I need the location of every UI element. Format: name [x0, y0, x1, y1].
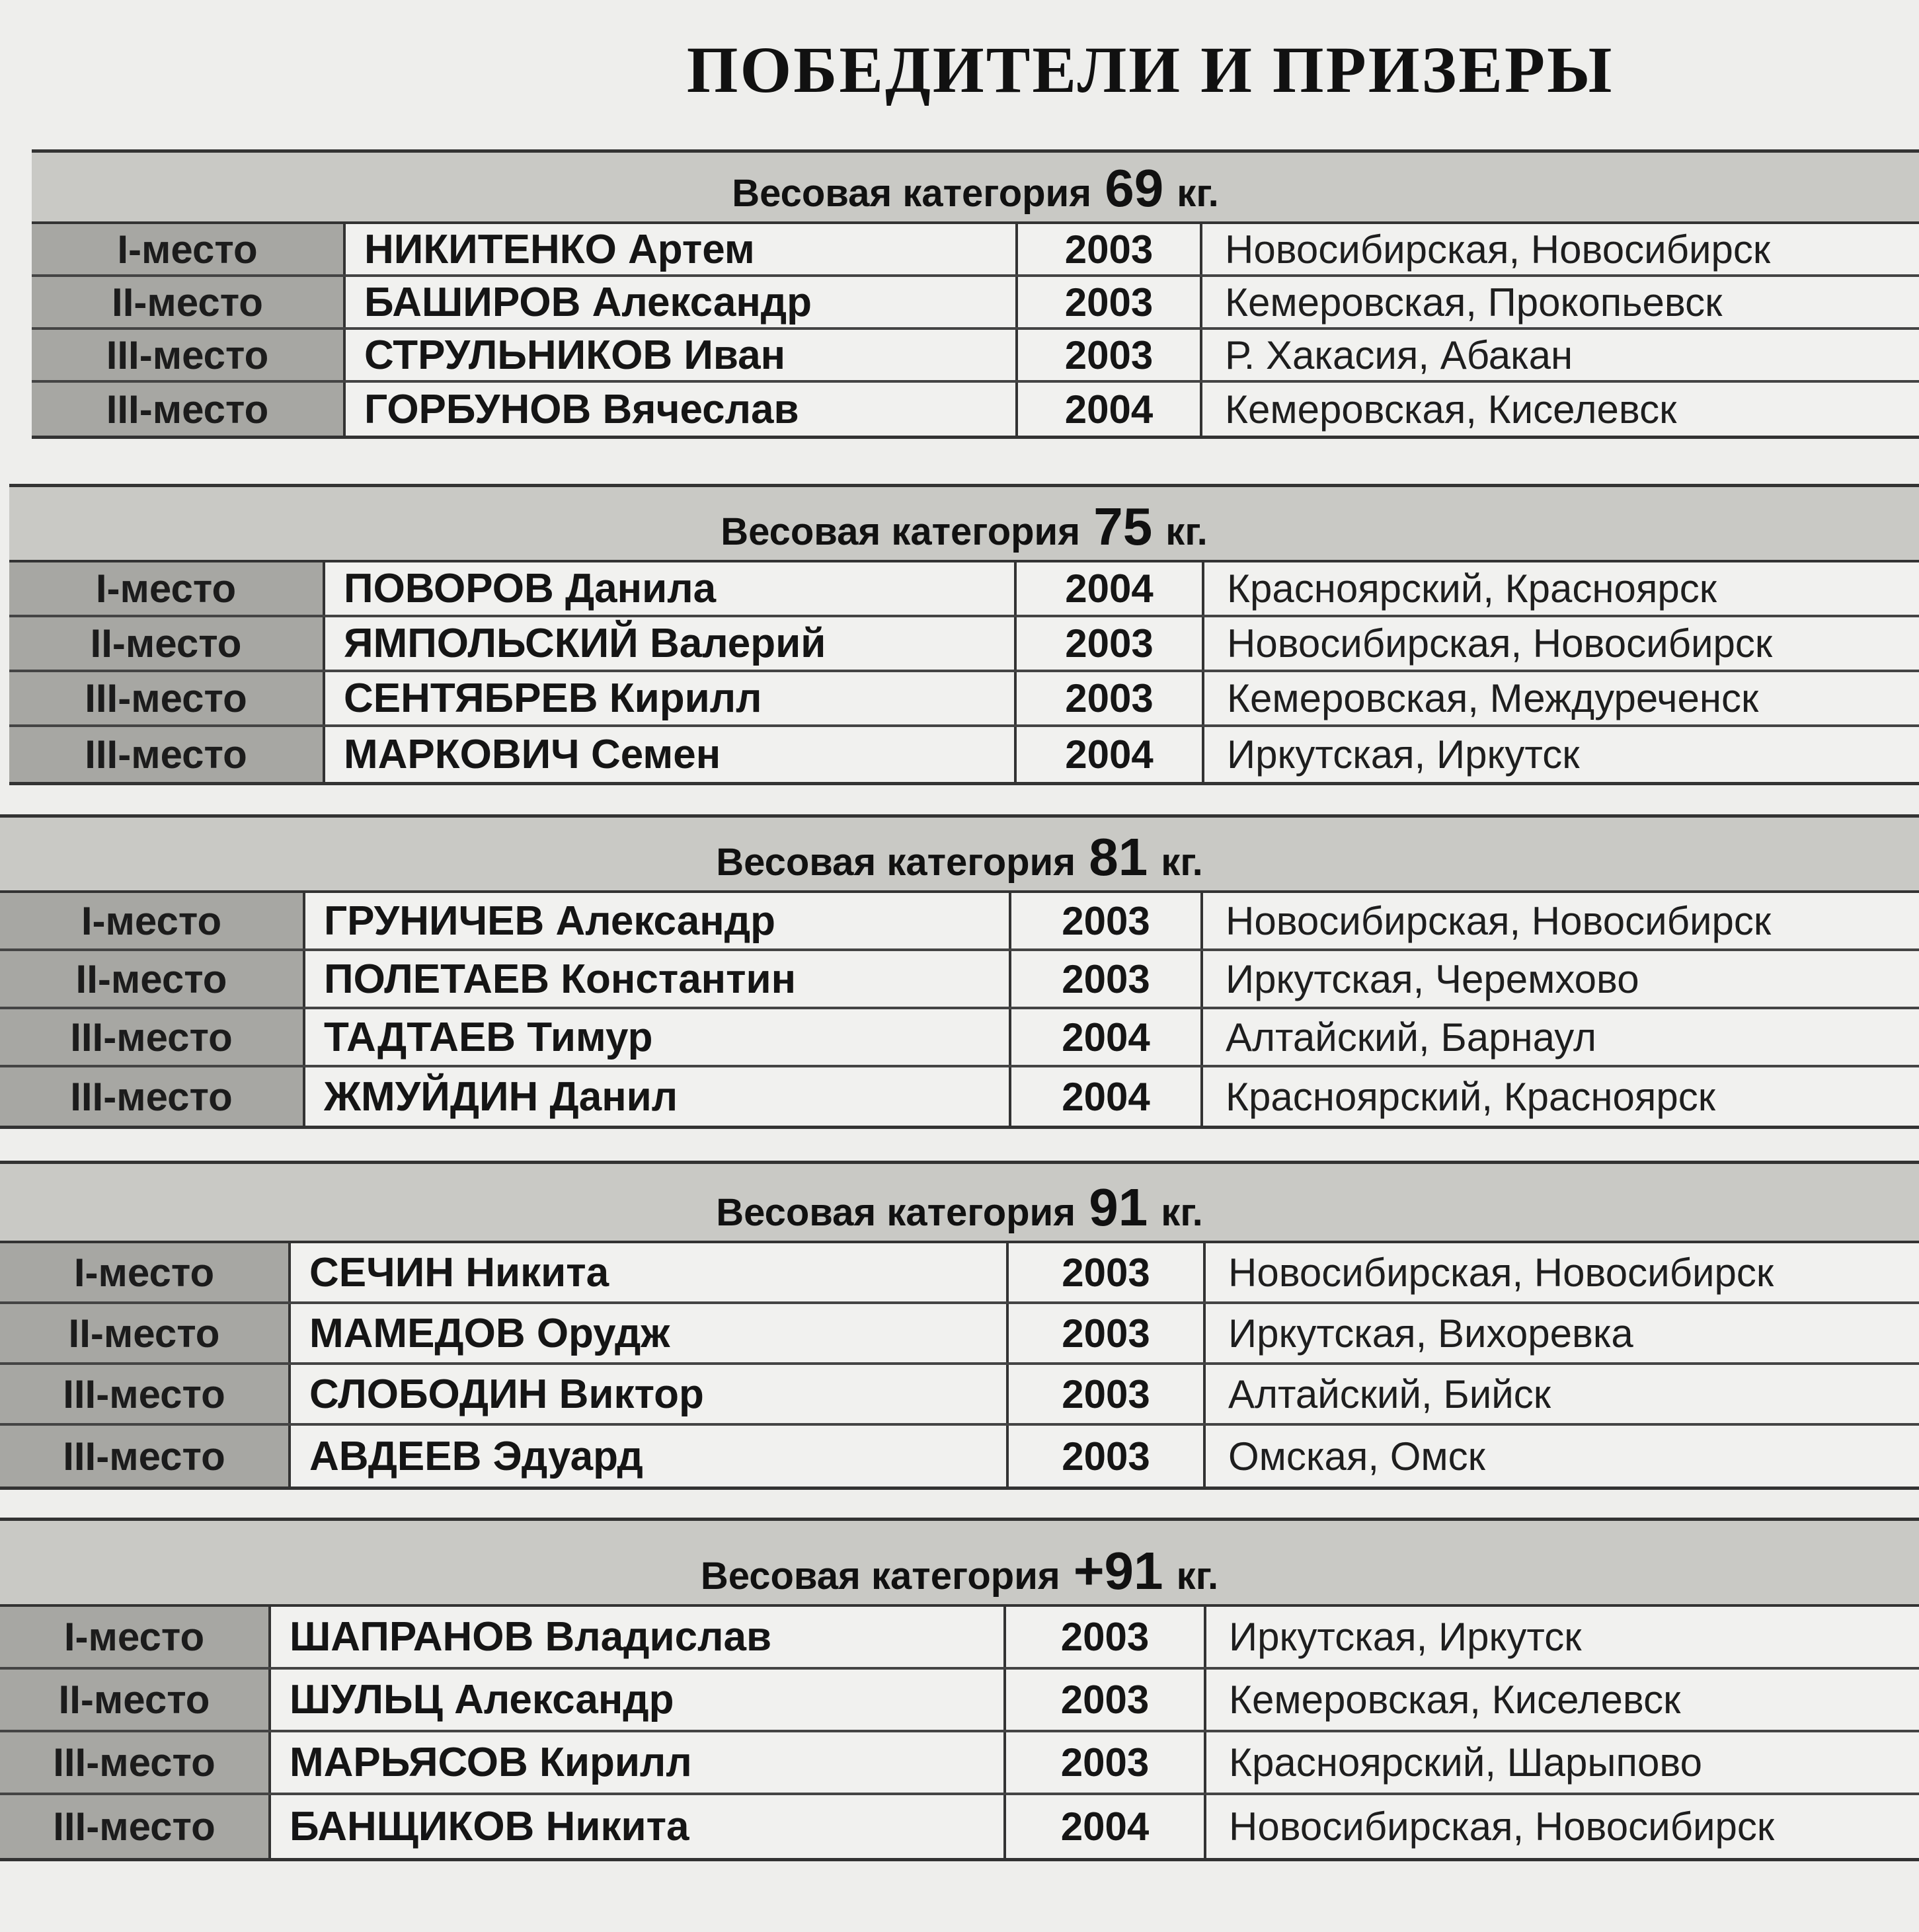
athlete-name: ШУЛЬЦ Александр [271, 1670, 1006, 1730]
place-cell: II-место [32, 277, 346, 327]
category-title [716, 1177, 1203, 1238]
athlete-name: ТАДТАЕВ Тимур [305, 1009, 1011, 1065]
page-title: ПОБЕДИТЕЛИ И ПРИЗЕРЫ [686, 33, 1614, 106]
place-cell: III-место [32, 383, 346, 436]
birth-year: 2003 [1011, 893, 1203, 948]
birth-year: 2003 [1009, 1304, 1206, 1362]
category-block-75 [9, 484, 1919, 785]
athlete-name: ПОВОРОВ Данила [325, 562, 1017, 615]
birth-year: 2003 [1017, 672, 1204, 724]
place-cell: II-место [9, 617, 325, 670]
birth-year: 2003 [1006, 1670, 1206, 1730]
category-label: Весовая категория [716, 1191, 1076, 1234]
birth-year: 2003 [1017, 617, 1204, 670]
place-cell: III-место [0, 1067, 305, 1126]
table-row [32, 277, 1919, 330]
birth-year: 2003 [1009, 1243, 1206, 1301]
birth-year: 2003 [1009, 1426, 1206, 1487]
table-row [0, 1365, 1919, 1426]
region-city: Иркутская, Вихоревка [1206, 1304, 1919, 1362]
athlete-name: СЕНТЯБРЕВ Кирилл [325, 672, 1017, 724]
table-row [9, 672, 1919, 727]
region-city: Новосибирская, Новосибирск [1204, 617, 1919, 670]
place-cell: III-место [32, 330, 346, 380]
table-row [0, 1304, 1919, 1365]
birth-year: 2003 [1018, 330, 1202, 380]
category-header [0, 818, 1919, 893]
category-unit: кг. [1176, 1555, 1219, 1598]
birth-year: 2003 [1009, 1365, 1206, 1423]
category-block-81 [0, 814, 1919, 1129]
category-label: Весовая категория [732, 172, 1092, 215]
category-weight: 81 [1089, 828, 1148, 886]
athlete-name: ПОЛЕТАЕВ Константин [305, 951, 1011, 1007]
category-label: Весовая категория [721, 510, 1081, 553]
table-row [0, 1795, 1919, 1858]
table-row [0, 1426, 1919, 1487]
place-cell: I-место [0, 893, 305, 948]
athlete-name: ЖМУЙДИН Данил [305, 1067, 1011, 1126]
birth-year: 2003 [1011, 951, 1203, 1007]
category-label: Весовая категория [716, 841, 1076, 884]
table-row [0, 1607, 1919, 1670]
birth-year: 2004 [1006, 1795, 1206, 1858]
place-cell: II-место [0, 951, 305, 1007]
place-cell: III-место [0, 1009, 305, 1065]
birth-year: 2003 [1018, 277, 1202, 327]
region-city: Новосибирская, Новосибирск [1206, 1243, 1919, 1301]
place-cell: I-место [32, 224, 346, 274]
athlete-name: ШАПРАНОВ Владислав [271, 1607, 1006, 1667]
region-city: Кемеровская, Киселевск [1202, 383, 1919, 436]
region-city: Красноярский, Красноярск [1204, 562, 1919, 615]
table-row [9, 562, 1919, 617]
region-city: Красноярский, Красноярск [1203, 1067, 1919, 1126]
place-cell: III-место [0, 1795, 271, 1858]
category-header [0, 1521, 1919, 1607]
athlete-name: МАРЬЯСОВ Кирилл [271, 1732, 1006, 1793]
birth-year: 2004 [1018, 383, 1202, 436]
region-city: Иркутская, Иркутск [1204, 727, 1919, 782]
place-cell: III-место [9, 672, 325, 724]
category-title [701, 1541, 1218, 1602]
category-weight: 75 [1093, 497, 1153, 556]
category-unit: кг. [1161, 841, 1203, 884]
region-city: Новосибирская, Новосибирск [1202, 224, 1919, 274]
region-city: Р. Хакасия, Абакан [1202, 330, 1919, 380]
region-city: Омская, Омск [1206, 1426, 1919, 1487]
birth-year: 2004 [1011, 1067, 1203, 1126]
athlete-name: АВДЕЕВ Эдуард [291, 1426, 1009, 1487]
athlete-name: ГРУНИЧЕВ Александр [305, 893, 1011, 948]
birth-year: 2004 [1017, 562, 1204, 615]
athlete-name: МАРКОВИЧ Семен [325, 727, 1017, 782]
region-city: Красноярский, Шарыпово [1206, 1732, 1919, 1793]
category-weight: 69 [1105, 159, 1164, 217]
place-cell: III-место [0, 1426, 291, 1487]
category-header [32, 153, 1919, 224]
place-cell: I-место [9, 562, 325, 615]
region-city: Кемеровская, Киселевск [1206, 1670, 1919, 1730]
place-cell: II-место [0, 1670, 271, 1730]
category-weight: 91 [1089, 1178, 1148, 1237]
place-cell: III-место [9, 727, 325, 782]
athlete-name: НИКИТЕНКО Артем [346, 224, 1018, 274]
category-unit: кг. [1177, 172, 1219, 215]
birth-year: 2004 [1011, 1009, 1203, 1065]
category-title [721, 496, 1208, 557]
place-cell: I-место [0, 1607, 271, 1667]
region-city: Алтайский, Барнаул [1203, 1009, 1919, 1065]
table-row [0, 1243, 1919, 1304]
category-header [9, 487, 1919, 562]
place-cell: II-место [0, 1304, 291, 1362]
category-block-plus-91 [0, 1518, 1919, 1861]
region-city: Иркутская, Иркутск [1206, 1607, 1919, 1667]
place-cell: III-место [0, 1732, 271, 1793]
table-row [9, 727, 1919, 782]
table-row [0, 1009, 1919, 1067]
athlete-name: БАШИРОВ Александр [346, 277, 1018, 327]
athlete-name: МАМЕДОВ Орудж [291, 1304, 1009, 1362]
category-header [0, 1164, 1919, 1243]
category-label: Весовая категория [700, 1555, 1060, 1598]
table-row [32, 330, 1919, 383]
region-city: Иркутская, Черемхово [1203, 951, 1919, 1007]
place-cell: III-место [0, 1365, 291, 1423]
birth-year: 2003 [1018, 224, 1202, 274]
table-row [32, 383, 1919, 436]
category-weight: +91 [1073, 1541, 1163, 1600]
athlete-name: ЯМПОЛЬСКИЙ Валерий [325, 617, 1017, 670]
table-row [0, 893, 1919, 951]
birth-year: 2004 [1017, 727, 1204, 782]
birth-year: 2003 [1006, 1607, 1206, 1667]
region-city: Новосибирская, Новосибирск [1206, 1795, 1919, 1858]
table-row [0, 1067, 1919, 1126]
category-unit: кг. [1165, 510, 1208, 553]
athlete-name: ГОРБУНОВ Вячеслав [346, 383, 1018, 436]
athlete-name: БАНЩИКОВ Никита [271, 1795, 1006, 1858]
athlete-name: СЕЧИН Никита [291, 1243, 1009, 1301]
table-row [0, 1732, 1919, 1795]
category-block-91 [0, 1161, 1919, 1490]
region-city: Кемеровская, Прокопьевск [1202, 277, 1919, 327]
region-city: Кемеровская, Междуреченск [1204, 672, 1919, 724]
table-row [32, 224, 1919, 277]
category-block-69 [32, 149, 1919, 439]
category-title [732, 158, 1219, 219]
region-city: Алтайский, Бийск [1206, 1365, 1919, 1423]
table-row [0, 951, 1919, 1009]
region-city: Новосибирская, Новосибирск [1203, 893, 1919, 948]
athlete-name: СТРУЛЬНИКОВ Иван [346, 330, 1018, 380]
place-cell: I-место [0, 1243, 291, 1301]
category-title [716, 827, 1203, 888]
athlete-name: СЛОБОДИН Виктор [291, 1365, 1009, 1423]
birth-year: 2003 [1006, 1732, 1206, 1793]
table-row [9, 617, 1919, 672]
category-unit: кг. [1161, 1191, 1203, 1234]
table-row [0, 1670, 1919, 1732]
